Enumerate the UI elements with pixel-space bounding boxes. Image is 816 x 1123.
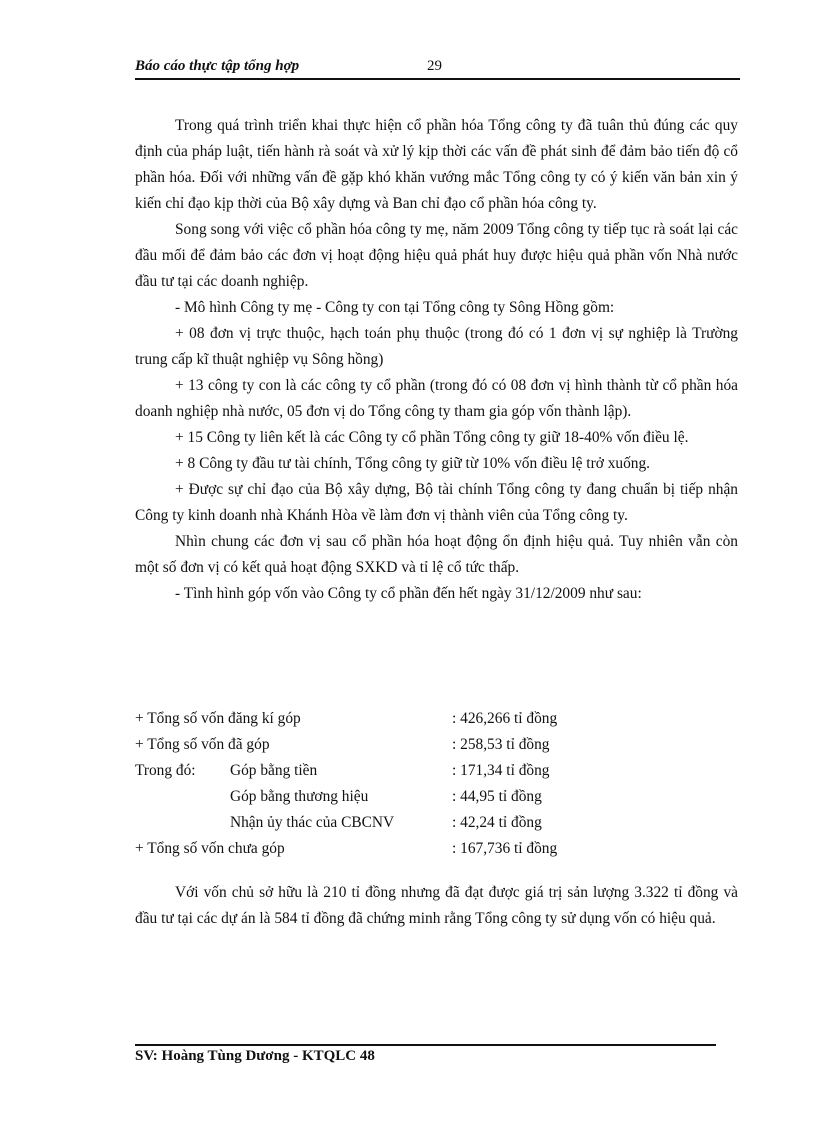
footer-divider	[135, 1044, 716, 1046]
total-registered-value: : 426,266 tỉ đồng	[452, 710, 558, 727]
brand-contribution-value: : 44,95 tỉ đồng	[452, 788, 542, 805]
total-registered-label: + Tổng số vốn đăng kí góp	[135, 710, 301, 727]
paragraph-subsidiaries: + 13 công ty con là các công ty cổ phần (trong đó có 08 đơn vị hình thành từ cổ phần hóa doanh nghiệp nhà nước, 05 đơn vị do Tổng công ty tham gia góp vốn thành lập).	[135, 377, 738, 420]
page-number: 29	[427, 58, 442, 74]
paragraph-conclusion: Với vốn chủ sở hữu là 210 tỉ đồng nhưng đã đạt được giá trị sản lượng 3.322 tỉ đồng và đầu tư tại các dự án là 584 tỉ đồng đã chứng minh rằng Tổng công ty sử dụng vốn có hiệu quả.	[135, 884, 738, 927]
main-body	[135, 113, 738, 607]
paragraph-parent-company-review: Song song với việc cổ phần hóa công ty mẹ, năm 2009 Tổng công ty tiếp tục rà soát lại các đầu mối để đảm bảo các đơn vị hoạt động hiệu quả phát huy được hiệu quả phần vốn Nhà nước đầu tư tại các doanh nghiệp.	[135, 221, 738, 290]
table-row	[135, 758, 635, 784]
table-row	[135, 836, 635, 862]
table-row	[135, 810, 635, 836]
paragraph-capital-intro: - Tình hình góp vốn vào Công ty cổ phần đến hết ngày 31/12/2009 như sau:	[175, 585, 642, 602]
footer-author: SV: Hoàng Tùng Dương - KTQLC 48	[135, 1048, 375, 1064]
capital-contribution-table	[135, 706, 635, 862]
paragraph-privatization-compliance: Trong quá trình triển khai thực hiện cổ phần hóa Tổng công ty đã tuân thủ đúng các quy định của pháp luật, tiến hành rà soát và xử lý kịp thời các vấn đề phát sinh để đảm bảo tiến độ cổ phần hóa. Đối với những vấn đề gặp khó khăn vướng mắc Tổng công ty có ý kiến văn bản xin ý kiến chỉ đạo kịp thời của Bộ xây dựng và Ban chỉ đạo cổ phần hóa công ty.	[135, 117, 738, 212]
breakdown-prefix: Trong đó:	[135, 762, 196, 779]
total-contributed-label: + Tổng số vốn đã góp	[135, 736, 270, 753]
paragraph-financial-investments: + 8 Công ty đầu tư tài chính, Tổng công ty giữ từ 10% vốn điều lệ trở xuống.	[175, 455, 651, 472]
table-row	[135, 784, 635, 810]
paragraph-model-intro: - Mô hình Công ty mẹ - Công ty con tại Tổng công ty Sông Hồng gồm:	[175, 299, 615, 316]
paragraph-affiliates: + 15 Công ty liên kết là các Công ty cổ phần Tổng công ty giữ 18-40% vốn điều lệ.	[175, 429, 689, 446]
brand-contribution-label: Góp bằng thương hiệu	[230, 788, 369, 805]
page-header	[135, 58, 740, 80]
table-row	[135, 732, 635, 758]
cash-contribution-label: Góp bằng tiền	[230, 762, 318, 779]
cash-contribution-value: : 171,34 tỉ đồng	[452, 762, 550, 779]
employee-trust-value: : 42,24 tỉ đồng	[452, 814, 542, 831]
uncontributed-label: + Tổng số vốn chưa góp	[135, 840, 285, 857]
paragraph-dependent-units: + 08 đơn vị trực thuộc, hạch toán phụ thuộc (trong đó có 1 đơn vị sự nghiệp là Trường trung cấp kĩ thuật nghiệp vụ Sông hồng)	[135, 325, 738, 368]
paragraph-overall-assessment: Nhìn chung các đơn vị sau cổ phần hóa hoạt động ổn định hiệu quả. Tuy nhiên vẫn còn một số đơn vị có kết quả hoạt động SXKD và tỉ lệ cổ tức thấp.	[135, 533, 738, 576]
employee-trust-label: Nhận ủy thác của CBCNV	[230, 814, 395, 831]
closing-section	[135, 880, 738, 932]
report-title: Báo cáo thực tập tổng hợp	[135, 58, 300, 74]
paragraph-khanh-hoa-takeover: + Được sự chỉ đạo của Bộ xây dựng, Bộ tài chính Tổng công ty đang chuẩn bị tiếp nhận Công ty kinh doanh nhà Khánh Hòa về làm đơn vị thành viên của Tổng công ty.	[135, 481, 738, 524]
total-contributed-value: : 258,53 tỉ đồng	[452, 736, 550, 753]
uncontributed-value: : 167,736 tỉ đồng	[452, 840, 558, 857]
table-row	[135, 706, 635, 732]
